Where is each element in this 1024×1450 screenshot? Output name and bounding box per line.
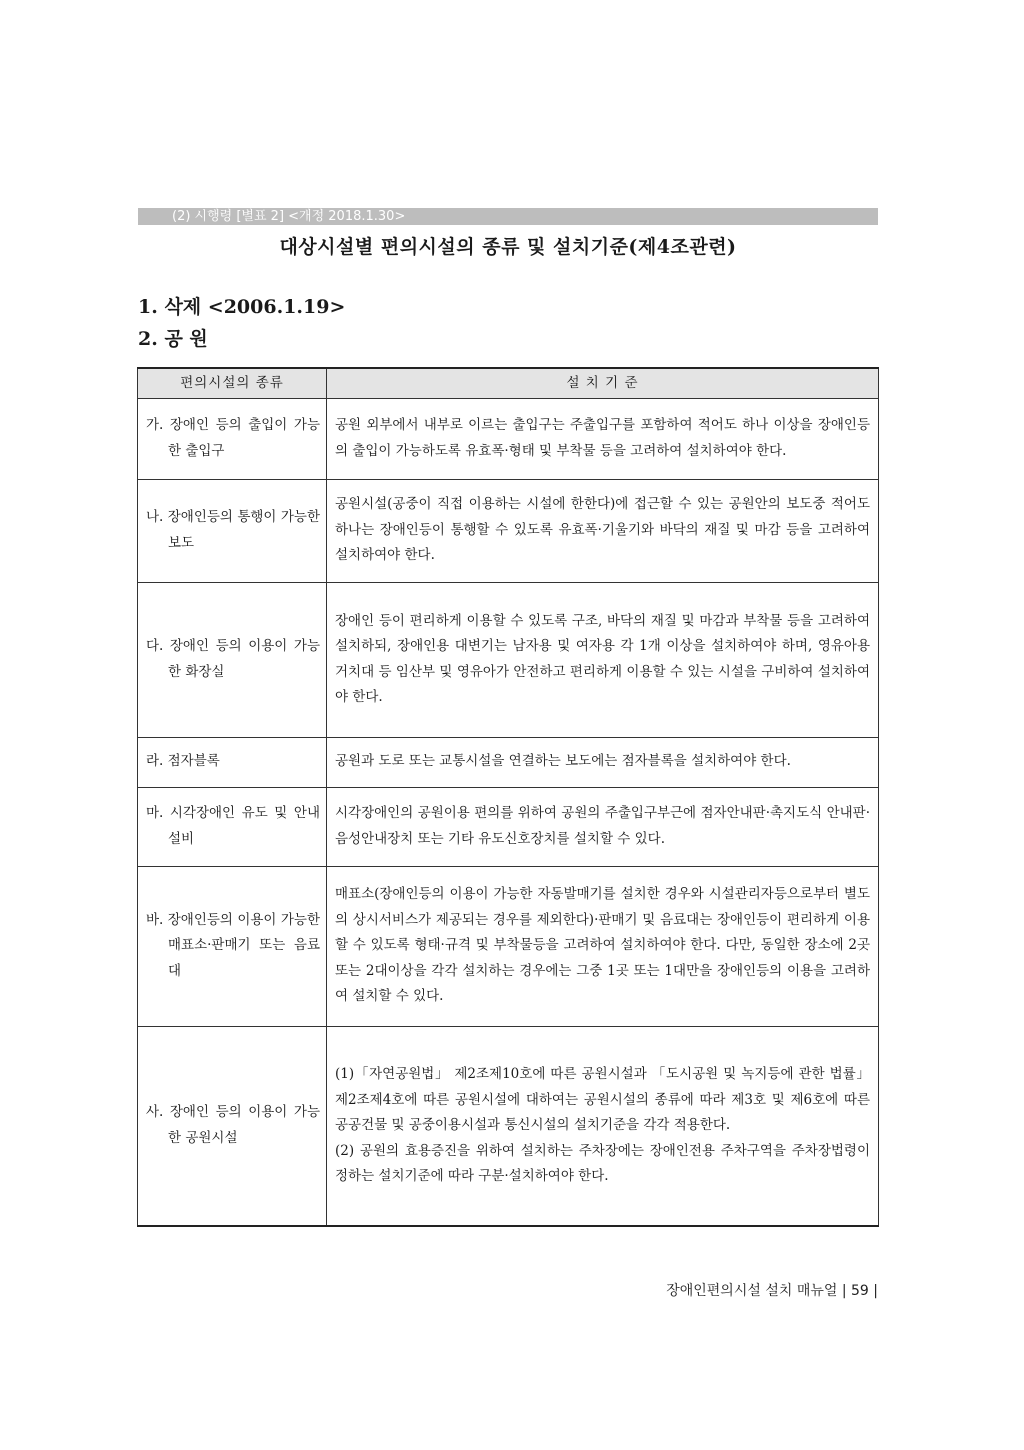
column-header-type: 편의시설의 종류: [138, 368, 327, 398]
standard-cell: 공원 외부에서 내부로 이르는 출입구는 주출입구를 포함하여 적어도 하나 이상을 장애인등의 출입이 가능하도록 유효폭·형태 및 부착물 등을 고려하여 설치하여야 한다.: [327, 398, 879, 479]
page-footer: 장애인편의시설 설치 매뉴얼 | 59 |: [666, 1283, 878, 1299]
table-row: [138, 582, 879, 737]
table-row: [138, 1026, 879, 1226]
standard-cell: 시각장애인의 공원이용 편의를 위하여 공원의 주출입구부근에 점자안내판·촉지도식 안내판·음성안내장치 또는 기타 유도신호장치를 설치할 수 있다.: [327, 787, 879, 866]
facility-type-cell: 라. 점자블록: [138, 737, 327, 787]
standard-cell: 공원과 도로 또는 교통시설을 연결하는 보도에는 점자블록을 설치하여야 한다.: [327, 737, 879, 787]
table-row: [138, 398, 879, 479]
standard-cell: 매표소(장애인등의 이용이 가능한 자동발매기를 설치한 경우와 시설관리자등으로부터 별도의 상시서비스가 제공되는 경우를 제외한다)·판매기 및 음료대는 장애인등이 편리하게 이용할 수 있도록 형태·규격 및 부착물등을 고려하여 설치하여야 한다. 다만, 동일한 장소에 2곳 또는 2대이상을 각각 설치하는 경우에는 그중 1곳 또는 1대만을 장애인등의 이용을 고려하여 설치할 수 있다.: [327, 866, 879, 1026]
standard-cell: 장애인 등이 편리하게 이용할 수 있도록 구조, 바닥의 재질 및 마감과 부착물 등을 고려하여 설치하되, 장애인용 대변기는 남자용 및 여자용 각 1개 이상을 설치하여야 하며, 영유아용 거치대 등 임산부 및 영유아가 안전하고 편리하게 이용할 수 있는 시설을 구비하여 설치하여야 한다.: [327, 582, 879, 737]
table-row: [138, 737, 879, 787]
table-header-row: [138, 368, 879, 398]
table-row: [138, 866, 879, 1026]
facility-type-cell: 사. 장애인 등의 이용이 가능한 공원시설: [138, 1026, 327, 1226]
table-row: [138, 479, 879, 582]
heading-park: 2. 공 원: [138, 328, 208, 350]
standards-table: [137, 367, 879, 1227]
facility-type-cell: 다. 장애인 등의 이용이 가능한 화장실: [138, 582, 327, 737]
facility-type-cell: 마. 시각장애인 유도 및 안내설비: [138, 787, 327, 866]
column-header-standard: 설 치 기 준: [327, 368, 879, 398]
heading-deleted: 1. 삭제 <2006.1.19>: [138, 296, 346, 318]
facility-type-cell: 바. 장애인등의 이용이 가능한 매표소·판매기 또는 음료대: [138, 866, 327, 1026]
table-row: [138, 787, 879, 866]
standard-cell: 공원시설(공중이 직접 이용하는 시설에 한한다)에 접근할 수 있는 공원안의 보도중 적어도 하나는 장애인등이 통행할 수 있도록 유효폭·기울기와 바닥의 재질 및 마감 등을 고려하여 설치하여야 한다.: [327, 479, 879, 582]
section-label-bar: (2) 시행령 [별표 2] <개정 2018.1.30>: [138, 208, 878, 225]
facility-type-cell: 가. 장애인 등의 출입이 가능한 출입구: [138, 398, 327, 479]
document-title: 대상시설별 편의시설의 종류 및 설치기준(제4조관련): [279, 236, 737, 258]
facility-type-cell: 나. 장애인등의 통행이 가능한 보도: [138, 479, 327, 582]
standard-cell: (1)「자연공원법」 제2조제10호에 따른 공원시설과 「도시공원 및 녹지등에 관한 법률」 제2조제4호에 따른 공원시설에 대하여는 공원시설의 종류에 따라 제3호 및 제6호에 따른 공공건물 및 공중이용시설과 통신시설의 설치기준을 각각 적용한다. (2) 공원의 효용증진을 위하여 설치하는 주차장에는 장애인전용 주차구역을 주차장법령이 정하는 설치기준에 따라 구분·설치하여야 한다.: [327, 1026, 879, 1226]
